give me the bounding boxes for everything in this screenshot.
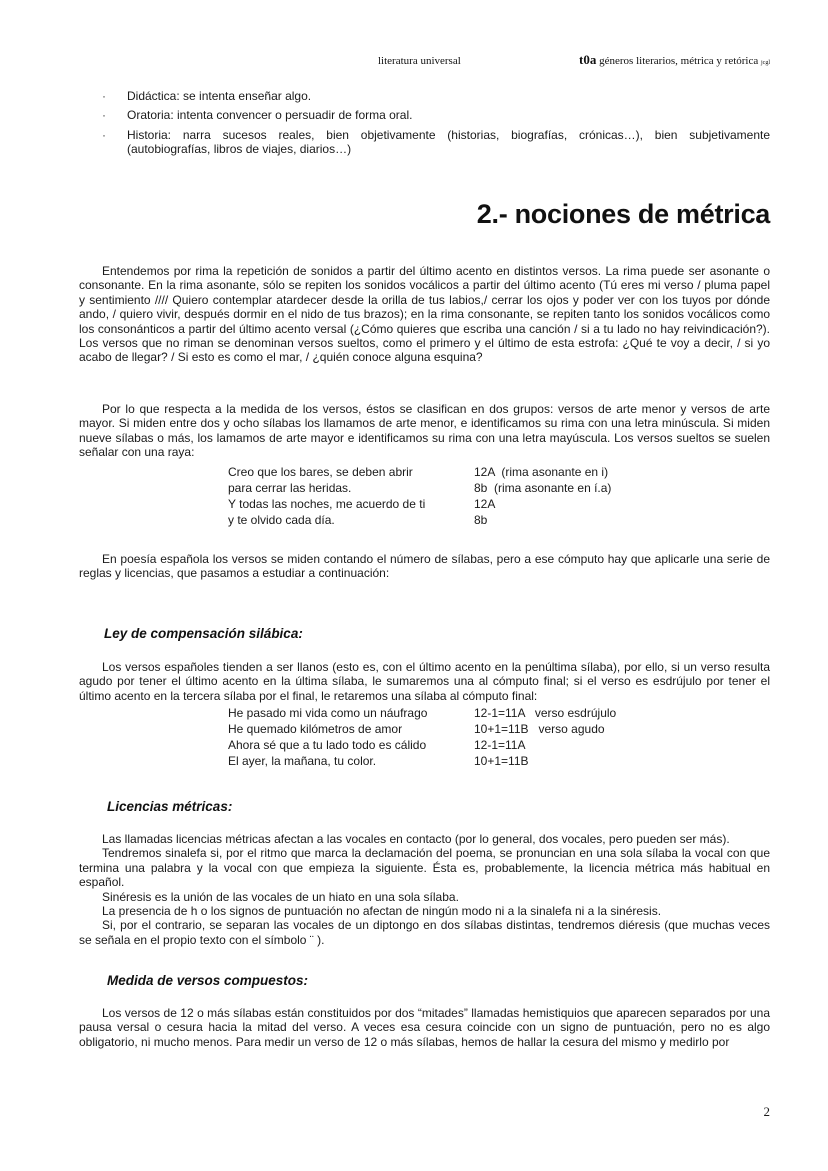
verse-measure: 12A (rima asonante en i) <box>474 465 609 479</box>
subheading-licencias: Licencias métricas: <box>107 799 233 814</box>
poem-example-2 <box>228 706 628 770</box>
verse-text: He quemado kilómetros de amor <box>228 722 403 736</box>
verse-text: y te olvido cada día. <box>228 513 335 527</box>
verse-text: Creo que los bares, se deben abrir <box>228 465 413 479</box>
poem-line <box>228 465 628 481</box>
poem-line <box>228 497 628 513</box>
poem-line <box>228 706 628 722</box>
list-item-text: Oratoria: intenta convencer o persuadir de forma oral. <box>127 108 413 123</box>
section-title: 2.- nociones de métrica <box>476 199 770 229</box>
list-item <box>102 89 770 103</box>
unit-name: géneros literarios, métrica y retórica <box>599 55 759 67</box>
paragraph-compuestos: Los versos de 12 o más sílabas están constituidos por dos “mitades” llamadas hemistiquios que aparecen separados por una pausa versal o cesura hacia la mitad del verso. A veces esa cesura coincide con un signo de puntuación, pero no es algo obligatorio, ni mucho menos. Para medir un verso de 12 o más sílabas, hemos de hallar la cesura del mismo y medirlo por <box>79 1006 770 1049</box>
poem-line <box>228 754 628 770</box>
verse-measure: 8b (rima asonante en í.a) <box>474 481 612 495</box>
course-name: literatura universal <box>378 55 461 67</box>
paragraph-medida: Por lo que respecta a la medida de los versos, éstos se clasifican en dos grupos: versos de arte menor y versos de arte mayor. Si miden entre dos y ocho sílabas los llamamos de arte menor, e identificamos su rima con una letra minúscula. Si miden nueve sílabas o más, los lamamos de arte mayor e identificamos su rima con una letra mayúscula. Los versos sueltos se suelen señalar con una raya: <box>79 402 770 460</box>
verse-text: He pasado mi vida como un náufrago <box>228 706 428 720</box>
list-item-text: Didáctica: se intenta enseñar algo. <box>127 89 312 103</box>
paragraph-computo: En poesía española los versos se miden contando el número de sílabas, pero a ese cómputo hay que aplicarle una serie de reglas y licencias, que pasamos a estudiar a continuación: <box>79 552 770 581</box>
verse-text: Y todas las noches, me acuerdo de ti <box>228 497 426 511</box>
poem-line <box>228 738 628 754</box>
bullet-marker: · <box>102 108 106 123</box>
verse-text: para cerrar las heridas. <box>228 481 352 495</box>
subheading-versos-compuestos: Medida de versos compuestos: <box>107 973 309 988</box>
verse-text: Ahora sé que a tu lado todo es cálido <box>228 738 427 752</box>
list-item <box>102 128 770 157</box>
licencias-block <box>79 832 770 947</box>
subheading-ley-compensacion: Ley de compensación silábica: <box>104 626 303 641</box>
verse-measure: 10+1=11B verso agudo <box>474 722 605 736</box>
unit-code: t0a <box>579 52 597 67</box>
paragraph-licencias-2: Tendremos sinalefa si, por el ritmo que marca la declamación del poema, se pronuncian en una sola sílaba la vocal con que termina una palabra y la vocal con que empieza la siguiente. Ésta es, probablemente, la licencia métrica más habitual en español. <box>79 846 770 890</box>
poem-example-1 <box>228 465 628 529</box>
paragraph-licencias-5: Si, por el contrario, se separan las vocales de un diptongo en dos sílabas distintas, tendremos diéresis (que muchas veces se señala en el propio texto con el símbolo ¨ ). <box>79 918 770 947</box>
paragraph-licencias-1: Las llamadas licencias métricas afectan a las vocales en contacto (por lo general, dos vocales, pero pueden ser más). <box>102 832 730 846</box>
verse-measure: 12-1=11A verso esdrújulo <box>474 706 617 720</box>
verse-measure: 12A <box>474 497 496 511</box>
bullet-marker: · <box>102 127 106 142</box>
verse-text: El ayer, la mañana, tu color. <box>228 754 377 768</box>
verse-measure: 12-1=11A <box>474 738 526 752</box>
poem-line <box>228 722 628 738</box>
paragraph-licencias-3: Sinéresis es la unión de las vocales de un hiato en una sola sílaba. <box>102 889 459 904</box>
genre-list <box>102 89 770 162</box>
unit-title <box>579 53 770 70</box>
bullet-marker: · <box>102 89 106 103</box>
poem-line <box>228 481 628 497</box>
paragraph-licencias-4: La presencia de h o los signos de puntuación no afectan de ningún modo ni a la sinalefa ni a la sinéresis. <box>102 904 662 919</box>
paragraph-rima: Entendemos por rima la repetición de sonidos a partir del último acento en distintos versos. La rima puede ser asonante o consonante. En la rima asonante, sólo se repiten los sonidos vocálicos a partir del último acento (Tú eres mi verso / pluma papel y sentimiento //// Quiero contemplar atardecer desde la orilla de tus labios,/ cerrar los ojos y poder ver con los tuyos por dónde ando, / quiero vivir, después dormir en el nido de tus brazos); en la rima consonante, se repiten tanto los sonidos vocálicos como los consonánticos a partir del último acento versal (¿Cómo quieres que escriba una canción / si a tu lado no hay reivindicación?). Los versos que no riman se denominan versos sueltos, como el primero y el último de esta estrofa: ¿Qué te voy a decir, / si yo acabo de llegar? / Si esto es como el mar, / ¿quién conoce alguna esquina? <box>79 264 770 365</box>
poem-line <box>228 513 628 529</box>
verse-measure: 8b <box>474 513 488 527</box>
author-initials: jcgl <box>761 60 770 66</box>
paragraph-ley: Los versos españoles tienden a ser llanos (esto es, con el último acento en la penúltima sílaba), por ello, si un verso resulta agudo por tener el último acento en la última sílaba, le sumaremos una al cómputo final; si el verso es esdrújulo por tener el último acento en la tercera sílaba por el final, le retaremos una sílaba al cómputo final: <box>79 660 770 703</box>
verse-measure: 10+1=11B <box>474 754 529 768</box>
page-number: 2 <box>763 1104 770 1119</box>
list-item-text: Historia: narra sucesos reales, bien objetivamente (historias, biografías, crónicas…), bien subjetivamente (autobiografías, libros de viajes, diarios…) <box>127 127 770 157</box>
list-item <box>102 108 770 122</box>
